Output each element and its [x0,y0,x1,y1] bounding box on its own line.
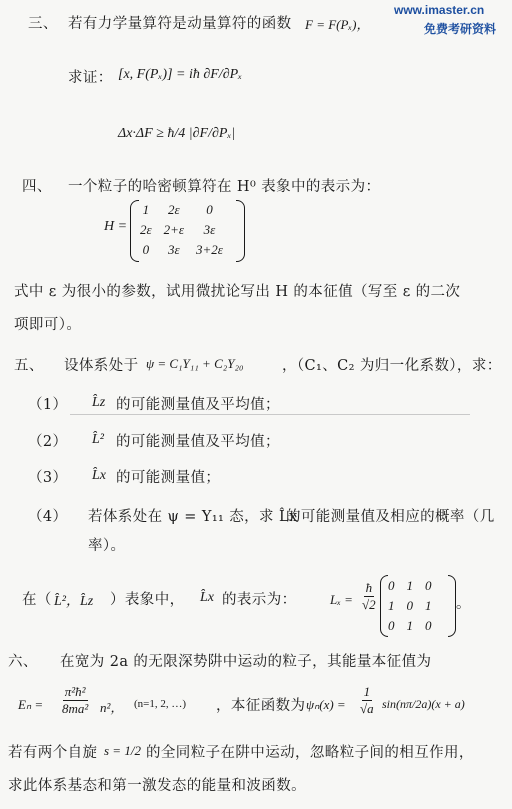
q4-text: 一个粒子的哈密顿算符在 H⁰ 表象中的表示为： [68,179,381,195]
q3-intro-eq: F = F(Pₓ)， [305,17,370,32]
q6-n-range: (n=1, 2, …) [134,698,187,710]
q6-energy-lhs: Eₙ = [18,697,44,712]
q5-lx-matrix [382,576,438,636]
q5-tail: ，（C₁、C₂ 为归一化系数），求： [282,358,502,374]
q5-rep-text-b: ）表象中， [110,592,185,608]
q3-commutator: [x, F(Pₓ)] = iħ ∂F/∂Pₓ [118,67,243,82]
q5-lx-factor [360,580,378,613]
q4-matrix [134,200,229,260]
q4-m10: 2ε [140,222,152,237]
q6-line3b: 的全同粒子在阱中运动，忽略粒子间的相互作用， [146,745,474,761]
watermark-site: www.imaster.cn [394,3,485,17]
q6-psi-num: 1 [363,684,371,699]
q6-energy-num: π²ħ² [64,684,86,699]
q6-number: 六、 [8,654,38,670]
q5-lx-factor-den: √2 [362,597,376,612]
q4-matrix-right-bracket [236,200,245,262]
q5-item3-label: （3） [28,470,68,486]
watermark-slogan: 免费考研资料 [424,22,497,36]
q6-psi-lhs: ψₙ(x) = [306,697,346,712]
q5-item1-op: L̂z [92,395,106,410]
q5-lx-m20: 0 [388,618,395,633]
q5-rep-op2: L̂x [200,590,214,605]
q5-item3-text: 的可能测量值； [116,470,221,486]
q4-m20: 0 [142,242,150,257]
q3-intro: 若有力学量算符是动量算符的函数 [68,16,292,32]
q4-note-line2: 项即可）。 [14,317,82,333]
q6-energy-tail: n²， [100,700,124,715]
q6-line3a: 若有两个自旋 [8,745,98,761]
q3-inequality: Δx·ΔF ≥ ħ/4 |∂F/∂Pₓ| [118,126,236,141]
q4-h-label: H = [104,219,128,234]
q5-lx-m11: 0 [406,598,413,613]
q4-m21: 3ε [168,242,180,257]
q5-item2-op: L̂² [92,432,104,447]
q3-prove-label: 求证： [68,70,113,86]
q6-eig-text: ，本征函数为 [216,698,306,714]
q6-energy-frac [60,684,90,717]
q6-psi-rhs: sin(nπ/2a)(x + a) [382,697,465,711]
q5-rep-ops: L̂²，L̂z [54,594,94,609]
q5-lx-m21: 1 [406,618,413,633]
q5-lx-label: Lₓ = [330,592,353,607]
q5-item4-cont: 率）。 [88,538,126,554]
q5-rep-text-a: 在（ [22,592,52,608]
q4-note-line1: 式中 ε 为很小的参数，试用微扰论写出 H 的本征值（写至 ε 的二次 [14,284,461,300]
q5-item4-text: 的可能测量值及相应的概率（几 [286,509,495,525]
q4-m00: 1 [142,202,150,217]
q6-psi-frac [358,684,376,717]
q5-lx-m02: 0 [425,578,432,593]
q5-item4-op: 若体系处在 ψ = Y₁₁ 态，求 L̂x [88,509,298,525]
q6-line4: 求此体系基态和第一激发态的能量和波函数。 [8,778,306,794]
q4-m02: 0 [206,202,213,217]
q5-lx-m00: 0 [388,578,395,593]
q5-lx-m01: 1 [406,578,413,593]
divider-rule [70,414,470,415]
q5-lx-right-bracket [448,575,456,637]
q6-psi-den: √a [360,701,374,716]
q4-number: 四、 [22,179,52,195]
q5-number: 五、 [14,358,44,374]
q5-lx-m10: 1 [388,598,395,613]
q4-m12: 3ε [203,222,216,237]
q5-item2-label: （2） [28,434,68,450]
q4-m11: 2+ε [163,222,185,237]
q3-number: 三、 [28,16,58,32]
q5-psi: ψ = C₁Y₁₁ + C₂Y₂₀ [146,356,244,371]
q6-text: 在宽为 2a 的无限深势阱中运动的粒子，其能量本征值为 [60,654,432,670]
q5-item1-text: 的可能测量值及平均值； [116,397,280,413]
q5-text: 设体系处于 [64,358,139,374]
q5-item3-op: L̂x [92,468,106,483]
q5-lx-end: 。 [456,596,471,612]
q4-m01: 2ε [168,202,180,217]
q5-item2-text: 的可能测量值及平均值； [116,434,280,450]
q5-item1-label: （1） [28,397,68,413]
q4-m22: 3+2ε [196,242,223,257]
q5-rep-text-c: 的表示为： [222,592,297,608]
q6-spin: s = 1/2 [104,743,141,758]
q5-lx-m22: 0 [425,618,432,633]
q5-item4-label: （4） [28,509,68,525]
q6-energy-den: 8ma² [62,701,89,716]
q5-lx-factor-num: ħ [365,580,373,595]
q5-lx-m12: 1 [425,598,432,613]
